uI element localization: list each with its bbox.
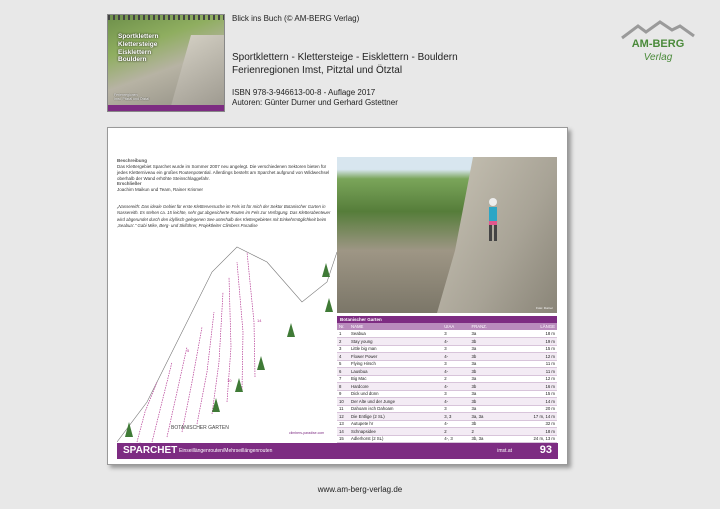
cover-subtitle-line: Imst, Pitztal und Ötztal (114, 97, 150, 102)
cell-nr: 13 (337, 420, 349, 428)
cell-uiaa: 2 (442, 375, 469, 383)
cell-nr: 7 (337, 375, 349, 383)
route-table (337, 316, 557, 443)
cover-title-line: Eisklettern (118, 48, 152, 56)
book-page (107, 127, 568, 465)
cell-name: Little big man (349, 345, 442, 353)
cell-nr: 11 (337, 405, 349, 413)
cell-name: Adlerhorst (2 SL) (349, 435, 442, 443)
table-row (337, 375, 557, 383)
cell-length: 19 m (507, 338, 557, 346)
cell-franz: 3b (469, 338, 507, 346)
cell-nr: 6 (337, 368, 349, 376)
cell-length: 11 m (507, 360, 557, 368)
cell-length: 12 m (507, 353, 557, 361)
cell-name: Flower Power (349, 353, 442, 361)
cell-length: 17 m, 14 m (507, 413, 557, 421)
climbing-photo (337, 157, 557, 313)
cell-uiaa: 3 (442, 330, 469, 338)
cell-nr: 9 (337, 390, 349, 398)
col-length: LÄNGE (507, 323, 557, 330)
cell-name: Lausbua (349, 368, 442, 376)
col-uiaa: UIAA (442, 323, 469, 330)
cell-nr: 10 (337, 398, 349, 406)
topo-label: BOTANISCHER GARTEN (171, 425, 229, 431)
authors-heading: Erschließer (117, 181, 142, 187)
route-rows (337, 330, 557, 443)
cell-franz: 3b (469, 420, 507, 428)
book-isbn: ISBN 978-3-946613-00-8 - Auflage 2017 (232, 88, 376, 97)
col-franz: FRANZ. (469, 323, 507, 330)
cell-uiaa: 4- (442, 338, 469, 346)
cell-name: Big Mac (349, 375, 442, 383)
website-link[interactable]: www.am-berg-verlag.de (317, 485, 403, 494)
cover-title-line: Bouldern (118, 56, 147, 64)
quote-author: Gabi Mike, Berg- und Skiführer, Projektleiter Climbers Paradise (137, 223, 258, 229)
climbers-paradise-logo: climbers-paradise.com (289, 431, 325, 435)
cell-uiaa: 3 (442, 360, 469, 368)
cell-name: Stay young (349, 338, 442, 346)
table-row (337, 368, 557, 376)
spiral-binding (108, 15, 224, 20)
cell-nr: 1 (337, 330, 349, 338)
cell-uiaa: 4- (442, 353, 469, 361)
cell-uiaa: 3 (442, 405, 469, 413)
book-authors: Autoren: Günter Durner und Gerhard Gstettner (232, 98, 398, 107)
logo-tagline: Verlag (643, 52, 673, 63)
cell-uiaa: 2 (442, 428, 469, 436)
region-label: imst.at (497, 448, 512, 454)
cover-subtitle-line: Ferienregionen (114, 92, 138, 97)
cell-franz: 3a (469, 360, 507, 368)
table-row (337, 383, 557, 391)
cell-name: Der Alte und der Junge (349, 398, 442, 406)
cell-franz: 2 (469, 428, 507, 436)
cell-length: 18 m (507, 330, 557, 338)
table-row (337, 398, 557, 406)
cell-uiaa: 3, 3 (442, 413, 469, 421)
cell-length: 24 m, 13 m (507, 435, 557, 443)
cell-nr: 4 (337, 353, 349, 361)
cell-nr: 12 (337, 413, 349, 421)
cell-franz: 3b (469, 383, 507, 391)
cell-length: 15 m (507, 390, 557, 398)
cell-length: 11 m (507, 368, 557, 376)
area-name: SPARCHET (123, 445, 178, 456)
col-nr: Nr. (337, 323, 349, 330)
cell-franz: 3b (469, 353, 507, 361)
table-row (337, 405, 557, 413)
cell-length: 20 m (507, 405, 557, 413)
cell-nr: 14 (337, 428, 349, 436)
cell-nr: 8 (337, 383, 349, 391)
cell-franz: 3a, 3a (469, 413, 507, 421)
cell-uiaa: 3 (442, 345, 469, 353)
cell-nr: 15 (337, 435, 349, 443)
mountain-icon (620, 20, 696, 40)
preview-label: Blick ins Buch (© AM-BERG Verlag) (232, 14, 360, 23)
cover-subtitle (114, 93, 149, 102)
book-cover (107, 14, 225, 112)
cell-length: 16 m (507, 383, 557, 391)
table-row (337, 390, 557, 398)
cell-name: Die Entlige (2 SL) (349, 413, 442, 421)
table-row (337, 413, 557, 421)
cell-length: 18 m (507, 428, 557, 436)
quote-text: „Nassereith: Das ideale Gebiet für erste Klettterversuche im Fels ist für mich der Sektor Botanischer Garten in Nassereith. Es stehen ca. 15 leichte, sehr gut abgesicherte Routen im Fels zur Verfügung. Das Kletterabenteuer wird abgerundet durch den idyllisch gelegenen See unterhalb des Klettergebietes mit Einkehrmöglichkeit beim ‚Seabua'." (117, 204, 331, 229)
table-row (337, 360, 557, 368)
cell-name: Autupete hr (349, 420, 442, 428)
cell-name: Seabua (349, 330, 442, 338)
table-row (337, 338, 557, 346)
cell-name: Dick und dünn (349, 390, 442, 398)
cover-title-line: Sportklettern (118, 33, 159, 40)
cell-nr: 2 (337, 338, 349, 346)
quote-block (117, 204, 337, 230)
cell-franz: 3a (469, 330, 507, 338)
cell-name: Hardcore (349, 383, 442, 391)
table-row (337, 330, 557, 338)
svg-text:14: 14 (257, 318, 262, 323)
cell-uiaa: 3 (442, 390, 469, 398)
photo-credit: Foto: Durner (536, 306, 553, 310)
cell-franz: 3a (469, 405, 507, 413)
description-block (117, 158, 337, 193)
description-heading: Beschreibung (117, 158, 148, 163)
cell-franz: 3b (469, 398, 507, 406)
cell-uiaa: 4- (442, 368, 469, 376)
route-table-grid (337, 323, 557, 443)
route-topo (117, 242, 337, 445)
cell-uiaa: 4- (442, 383, 469, 391)
table-row (337, 420, 557, 428)
table-row (337, 428, 557, 436)
cover-title-line: Klettersteige (118, 40, 158, 48)
publisher-logo[interactable] (612, 20, 704, 70)
book-subtitle: Ferienregionen Imst, Pitztal und Ötztal (232, 65, 403, 76)
cell-franz: 3b (469, 368, 507, 376)
cover-band (108, 105, 224, 111)
table-caption: Botanischer Garten (337, 316, 557, 323)
svg-text:5: 5 (187, 348, 190, 353)
cell-uiaa: 4-, 3 (442, 435, 469, 443)
cell-name: Dahoam isch Dahoam (349, 405, 442, 413)
cell-uiaa: 4- (442, 420, 469, 428)
climber-icon (485, 197, 501, 245)
cell-nr: 3 (337, 345, 349, 353)
area-subtitle: Einseillängenrouten/Mehrseillängenrouten (179, 448, 273, 454)
table-header-row (337, 323, 557, 330)
cell-name: Flying Hirsch (349, 360, 442, 368)
cell-franz: 3a (469, 390, 507, 398)
cell-nr: 5 (337, 360, 349, 368)
table-row (337, 345, 557, 353)
cell-name: Schnapsidee (349, 428, 442, 436)
cell-length: 14 m (507, 398, 557, 406)
authors-text: Joachim Maikun und Team, Rainer Krismer (117, 187, 203, 193)
table-row (337, 353, 557, 361)
cell-uiaa: 4- (442, 398, 469, 406)
cell-franz: 3a (469, 375, 507, 383)
page-footer (117, 443, 558, 459)
cell-franz: 3a (469, 345, 507, 353)
col-name: NAME (349, 323, 442, 330)
table-row (337, 435, 557, 443)
description-text: Das Klettergebiet Sparchet wurde im Sommer 2007 neu angelegt. Die verschiedenen Sektoren bieten für jedes Kletterniveau ein großes Routenpotential. Allerdings besteht am Sparchet aufgrund von Wildwechsel oberhalb der Wand erhöhte Steinschlaggefahr. (117, 163, 330, 181)
cell-length: 32 m (507, 420, 557, 428)
book-title: Sportklettern - Klettersteige - Eisklettern - Bouldern (232, 52, 458, 63)
svg-text:10: 10 (227, 378, 232, 383)
cover-title (118, 33, 200, 64)
page-number: 93 (539, 444, 552, 456)
cell-length: 12 m (507, 375, 557, 383)
cell-franz: 3b, 3a (469, 435, 507, 443)
cell-length: 15 m (507, 345, 557, 353)
logo-brand: AM-BERG (631, 38, 685, 50)
